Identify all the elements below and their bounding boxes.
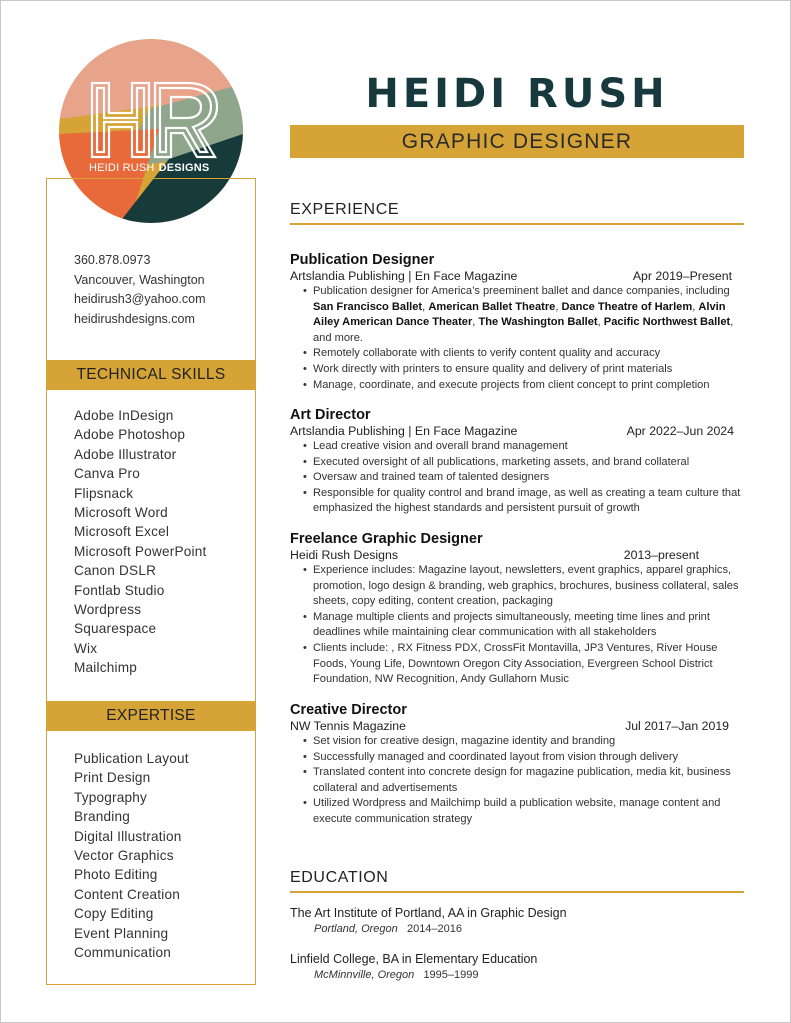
job-bullet (313, 284, 744, 346)
website-link[interactable]: heidirushdesigns.com (74, 311, 195, 326)
expertise-heading: EXPERTISE (46, 701, 256, 731)
separator: , (555, 300, 562, 313)
expertise-item: Content Creation (74, 886, 180, 902)
job-dates: Apr 2022–Jun 2024 (626, 424, 734, 438)
job-bullet: • Work directly with printers to ensure quality and delivery of print materials (313, 362, 744, 378)
svg-text:HEIDI RUSHDESIGNS (89, 162, 209, 174)
school-degree: Linfield College, BA in Elementary Education (290, 952, 538, 966)
expertise-item: Vector Graphics (74, 848, 174, 864)
job-bullets (290, 734, 744, 828)
school-degree: The Art Institute of Portland, AA in Graphic Design (290, 906, 567, 920)
skill-item: Adobe InDesign (74, 408, 174, 423)
applicant-name: HEIDI RUSH (365, 71, 669, 117)
job-publication-designer (290, 251, 744, 393)
job-bullets (290, 563, 744, 688)
school-years: 2014–2016 (406, 923, 463, 935)
client-name: Dance Theatre of Harlem (561, 300, 693, 313)
expertise-item: Print Design (74, 770, 151, 786)
job-title: Freelance Graphic Designer (290, 531, 483, 547)
education-entry (290, 951, 537, 983)
job-bullets (290, 439, 744, 517)
job-bullet: • Lead creative vision and overall brand management (313, 439, 744, 455)
job-company: Heidi Rush Designs (290, 548, 398, 562)
expertise-item: Copy Editing (74, 906, 154, 922)
job-title: Art Director (290, 407, 371, 423)
expertise-item: Event Planning (74, 925, 169, 941)
skill-item: Microsoft PowerPoint (74, 543, 207, 559)
expertise-item: Communication (74, 945, 172, 961)
job-bullet: • Set vision for creative design, magazine identity and branding (313, 734, 744, 750)
job-title: Publication Designer (290, 252, 435, 268)
experience-heading: EXPERIENCE (290, 201, 744, 225)
client-name: The Washington Ballet (478, 316, 598, 329)
technical-skills-heading: TECHNICAL SKILLS (46, 360, 256, 390)
school-location: Portland, Oregon (314, 923, 398, 935)
skill-item: Adobe Photoshop (74, 427, 186, 443)
skill-item: Microsoft Excel (74, 524, 170, 540)
job-creative-director (290, 701, 744, 828)
job-dates: Apr 2019–Present (632, 269, 732, 283)
job-meta (290, 424, 744, 439)
location: Vancouver, Washington (74, 272, 205, 287)
expertise-item: Branding (74, 809, 131, 825)
job-bullet: • Executed oversight of all publications, marketing assets, and brand collateral (313, 455, 744, 471)
job-bullet: • Manage, coordinate, and execute projects from client concept to print completion (313, 378, 744, 394)
education-details (290, 967, 537, 983)
job-bullet: • Experience includes: Magazine layout, newsletters, event graphics, apparel graphics, promotion, logo design & branding, web graphics, brochures, business collateral, sales sheets, copy editing, content creation, packaging (313, 563, 744, 610)
job-freelance-graphic-designer (290, 530, 744, 688)
job-bullet: • Utilized Wordpress and Mailchimp build a publication website, manage content and execute communication strategy (313, 796, 744, 827)
skill-item: Wordpress (74, 602, 142, 618)
job-bullet: • Oversaw and trained team of talented designers (313, 470, 744, 486)
bullet-text: Publication designer for America’s preeminent ballet and dance companies, including (313, 285, 730, 297)
skill-item: Wix (74, 640, 98, 656)
client-name: Pacific Northwest Ballet (603, 316, 731, 329)
expertise-item: Publication Layout (74, 751, 189, 766)
separator: , (422, 300, 429, 313)
technical-skills-list (74, 406, 206, 678)
logo-wordmark-bold: DESIGNS (158, 162, 210, 174)
job-company: Artslandia Publishing | En Face Magazine (290, 424, 518, 438)
expertise-item: Photo Editing (74, 867, 158, 883)
job-company: Artslandia Publishing | En Face Magazine (290, 269, 518, 283)
job-meta (290, 269, 744, 284)
contact-block (74, 251, 206, 329)
job-company: NW Tennis Magazine (290, 719, 406, 733)
separator: , (472, 316, 479, 329)
skill-item: Canva Pro (74, 466, 141, 482)
education-entry (290, 905, 567, 937)
skill-item: Canon DSLR (74, 563, 157, 579)
separator: , (692, 300, 699, 313)
job-meta (290, 719, 744, 734)
job-bullet: • Successfully managed and coordinated layout from vision through delivery (313, 750, 744, 766)
job-art-director (290, 406, 744, 517)
bullet-text: , and more. (313, 316, 734, 344)
job-bullet: • Responsible for quality control and brand image, as well as creating a team culture that emphasized the highest standards and persistent pursuit of growth (313, 486, 744, 517)
client-name: San Francisco Ballet (313, 300, 423, 313)
job-meta (290, 548, 744, 563)
school-location: McMinnville, Oregon (314, 969, 415, 981)
skill-item: Flipsnack (74, 485, 134, 501)
job-title-banner: GRAPHIC DESIGNER (290, 125, 744, 158)
job-bullet: • Remotely collaborate with clients to verify content quality and accuracy (313, 346, 744, 362)
job-bullet: • Manage multiple clients and projects simultaneously, meeting time lines and print deadlines while maintaining clear communication with all stakeholders (313, 610, 744, 641)
logo-wordmark-light: HEIDI RUSH (89, 162, 155, 174)
job-dates: Jul 2017–Jan 2019 (625, 719, 729, 733)
client-name: Alvin Ailey American Dance Theater (313, 300, 726, 329)
expertise-item: Typography (74, 789, 148, 805)
email-link[interactable]: heidirush3@yahoo.com (74, 292, 206, 306)
sidebar (46, 178, 256, 985)
education-details (290, 921, 567, 937)
skill-item: Microsoft Word (74, 505, 168, 521)
expertise-list (74, 749, 189, 962)
expertise-item: Digital Illustration (74, 828, 182, 844)
skill-item: Squarespace (74, 621, 157, 637)
school-years: 1995–1999 (423, 969, 479, 981)
skill-item: Adobe Illustrator (74, 446, 177, 462)
separator: , (597, 316, 604, 329)
job-bullet: • Clients include: , RX Fitness PDX, CrossFit Montavilla, JP3 Ventures, River House Foods, Young Life, Downtown Oregon City Association, Evergreen School District Foundation, NW Recognition, Andy Gullahorn Music (313, 641, 744, 688)
job-title: Creative Director (290, 702, 407, 718)
job-bullet: • Translated content into concrete design for magazine publication, media kit, business collateral and advertisements (313, 765, 744, 796)
client-name: American Ballet Theatre (428, 300, 556, 313)
education-heading: EDUCATION (290, 869, 744, 893)
job-bullets (290, 284, 744, 393)
skill-item: Mailchimp (74, 660, 137, 676)
phone-number[interactable]: 360.878.0973 (74, 253, 151, 267)
job-dates: 2013–present (623, 548, 699, 562)
skill-item: Fontlab Studio (74, 582, 165, 598)
